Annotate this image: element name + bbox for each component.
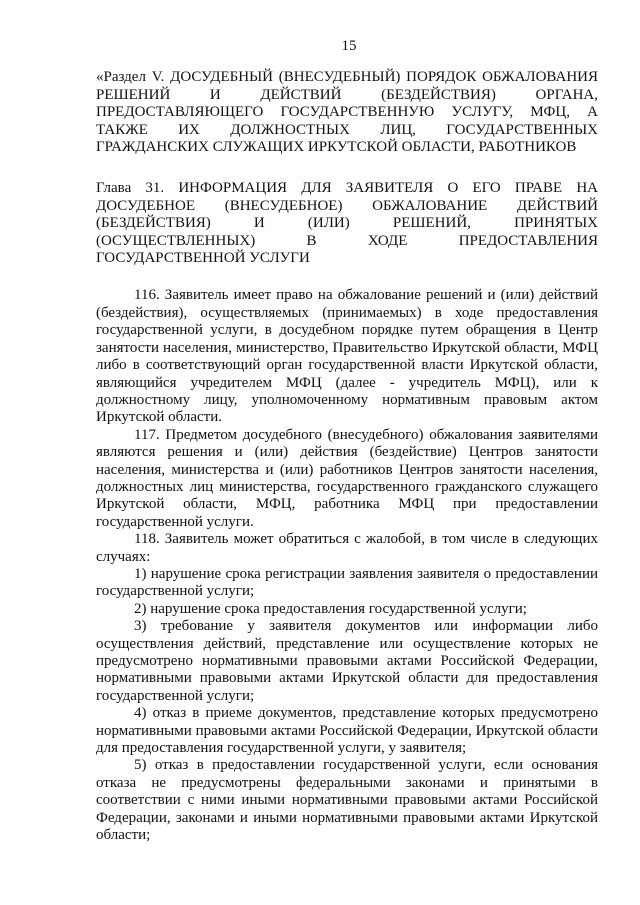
list-item: 5) отказ в предоставлении государственной услуги, если основания отказа не предусмотрены федеральными законами и принятыми в соответствии с ними иными нормативными правовыми актами Российской Федерации, законами и иными нормативными правовыми актами Иркутской области; [96,757,598,844]
list-item: 3) требование у заявителя документов или информации либо осуществления действий, представление или осуществление которых не предусмотрено нормативными правовыми актами Российской Федерации, нормативными правовыми актами Иркутской области для предоставления государственной услуги; [96,618,598,704]
list-item: 4) отказ в приеме документов, представление которых предусмотрено нормативными правовыми актами Российской Федерации, Иркутской области для предоставления государственной услуги, у заявителя; [96,705,598,757]
paragraph-117: 117. Предметом досудебного (внесудебного) обжалования заявителями являются решения и (или) действия (бездействие) Центров занятости населения, министерства и (или) работников Центров занятости населения, должностных лиц министерства, государственного гражданского служащего Иркутской области, МФЦ, работника МФЦ при предоставлении государственной услуги. [96,426,598,530]
section-heading: «Раздел V. ДОСУДЕБНЫЙ (ВНЕСУДЕБНЫЙ) ПОРЯДОК ОБЖАЛОВАНИЯ РЕШЕНИЙ И ДЕЙСТВИЙ (БЕЗДЕЙСТВИЯ) ОРГАНА, ПРЕДОСТАВЛЯЮЩЕГО ГОСУДАРСТВЕННУЮ УСЛУГУ, МФЦ, А ТАКЖЕ ИХ ДОЛЖНОСТНЫХ ЛИЦ, ГОСУДАРСТВЕННЫХ ГРАЖДАНСКИХ СЛУЖАЩИХ ИРКУТСКОЙ ОБЛАСТИ, РАБОТНИКОВ [96,69,598,156]
list-item: 1) нарушение срока регистрации заявления заявителя о предоставлении государственной услуги; [96,565,598,600]
paragraph-116: 116. Заявитель имеет право на обжалование решений и (или) действий (бездействия), осуществляемых (принимаемых) в ходе предоставления государственной услуги, в досудебном порядке путем обращения в Центр занятости населения, министерство, Правительство Иркутской области, МФЦ либо в соответствующий орган государственной власти Иркутской области, являющийся учредителем МФЦ (далее - учредитель МФЦ), или к должностному лицу, уполномоченному нормативным правовым актом Иркутской области. [96,287,598,426]
paragraph-118: 118. Заявитель может обратиться с жалобой, в том числе в следующих случаях: [96,531,598,565]
page-number: 15 [341,38,357,54]
chapter-heading: Глава 31. ИНФОРМАЦИЯ ДЛЯ ЗАЯВИТЕЛЯ О ЕГО ПРАВЕ НА ДОСУДЕБНОЕ (ВНЕСУДЕБНОЕ) ОБЖАЛОВАНИЕ ДЕЙСТВИЙ (БЕЗДЕЙСТВИЯ) И (ИЛИ) РЕШЕНИЙ, ПРИНЯТЫХ (ОСУЩЕСТВЛЕННЫХ) В ХОДЕ ПРЕДОСТАВЛЕНИЯ ГОСУДАРСТВЕННОЙ УСЛУГИ [96,180,598,267]
list-item: 2) нарушение срока предоставления государственной услуги; [134,600,527,617]
